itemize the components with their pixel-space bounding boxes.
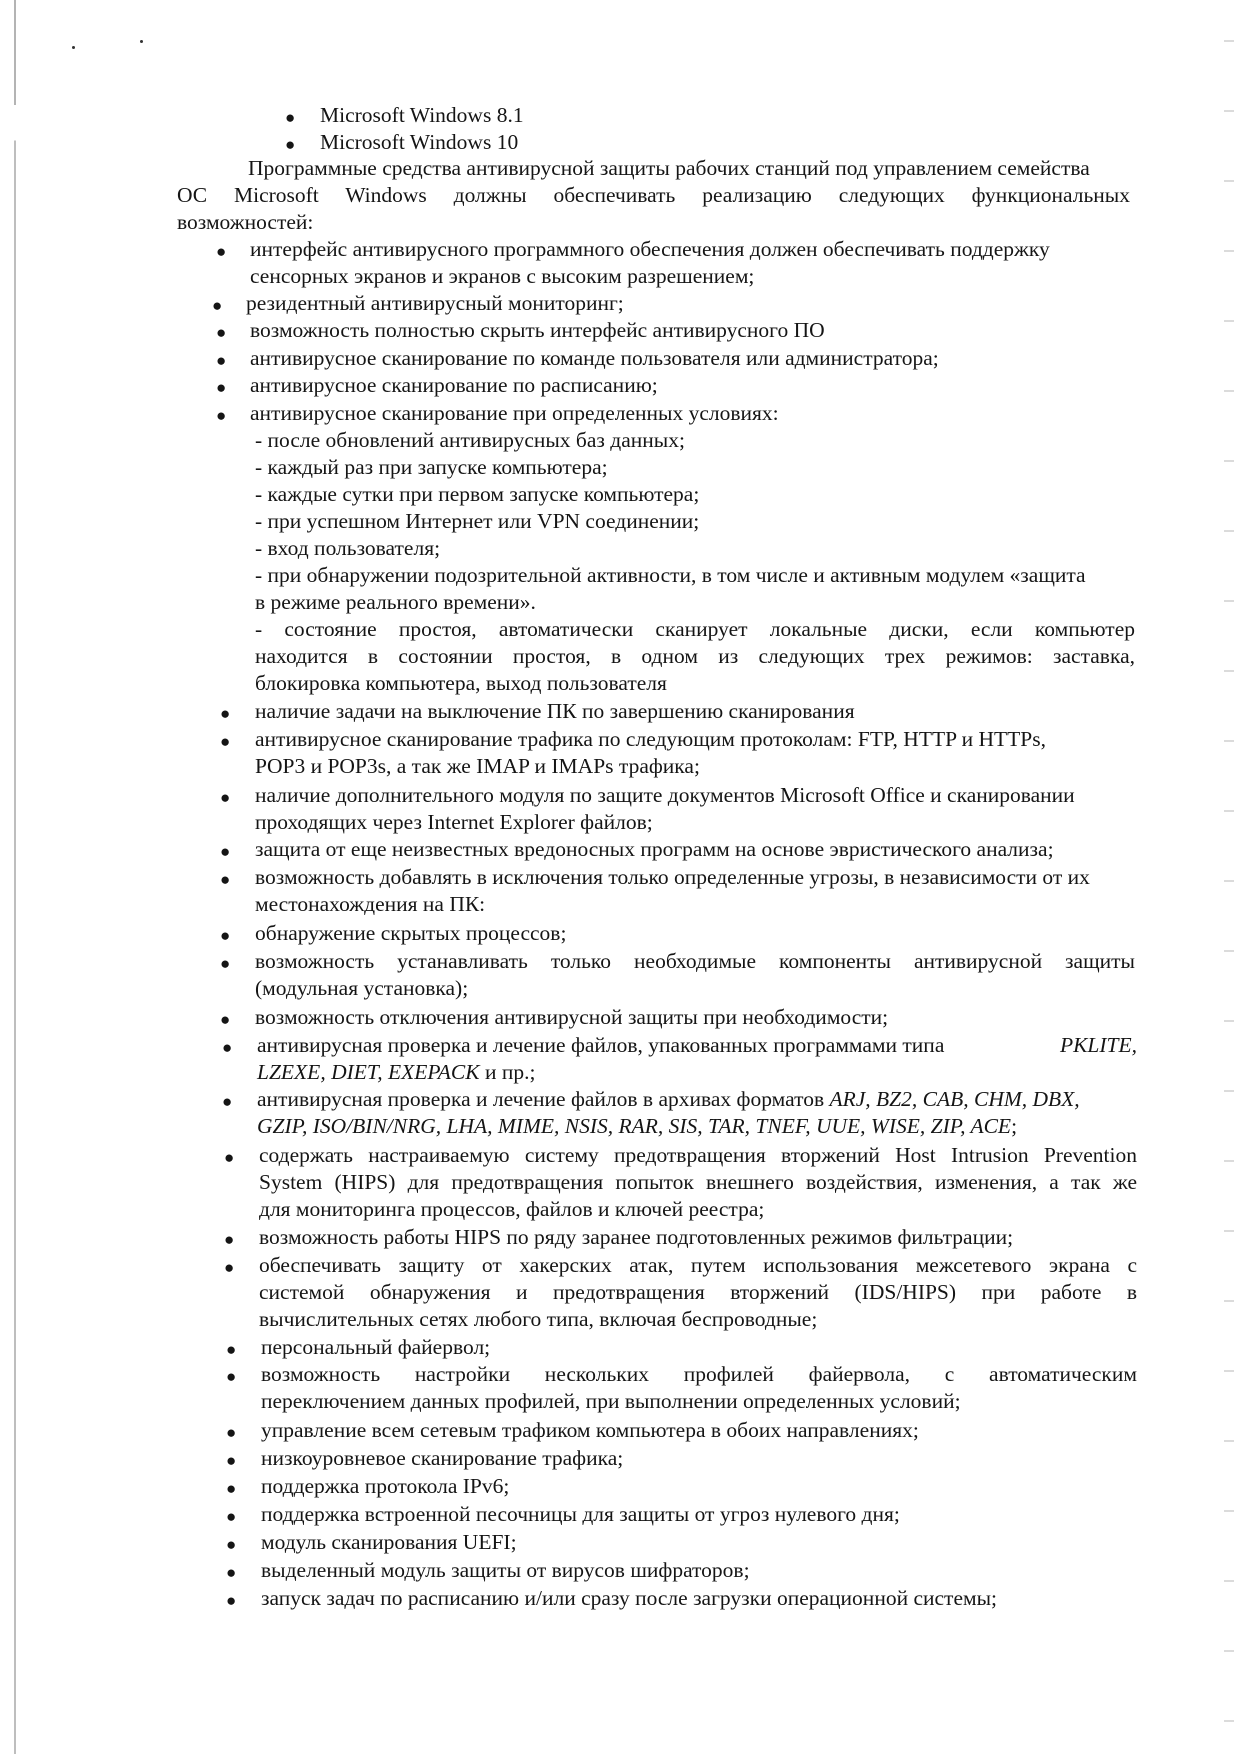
packed-formats: PKLITE,: [1059, 1033, 1137, 1057]
bullet: ●: [216, 406, 227, 425]
condition-item-cont: находится в состоянии простоя, в одном из следующих трех режимов: заставка,: [255, 644, 1135, 668]
feature-item-cont: проходящих через Internet Explorer файлов;: [255, 810, 653, 834]
bullet: ●: [224, 1148, 235, 1167]
condition-item: - состояние простоя, автоматически сканирует локальные диски, если компьютер: [255, 617, 1135, 641]
condition-item-cont: в режиме реального времени».: [255, 590, 536, 614]
os-item: Microsoft Windows 10: [320, 130, 519, 154]
bullet: ●: [216, 351, 227, 370]
feature-item: низкоуровневое сканирование трафика;: [261, 1446, 624, 1470]
feature-item: возможность настройки нескольких профилей файервола, с автоматическим: [261, 1362, 1137, 1386]
feature-item: выделенный модуль защиты от вирусов шифраторов;: [261, 1558, 750, 1582]
scan-speck: [72, 46, 75, 49]
scan-edge-left: [14, 0, 16, 1754]
feature-item: резидентный антивирусный мониторинг;: [246, 291, 624, 315]
feature-item: персональный файервол;: [261, 1335, 491, 1359]
feature-item: модуль сканирования UEFI;: [261, 1530, 517, 1554]
bullet: ●: [226, 1451, 237, 1470]
bullet: ●: [220, 704, 231, 723]
scan-speck: [140, 40, 143, 43]
bullet: ●: [226, 1507, 237, 1526]
feature-item: поддержка протокола IPv6;: [261, 1474, 510, 1498]
bullet: ●: [220, 926, 231, 945]
feature-item: поддержка встроенной песочницы для защиты от угроз нулевого дня;: [261, 1502, 900, 1526]
bullet: ●: [285, 135, 296, 154]
archive-tail: ;: [1011, 1114, 1018, 1138]
os-item: Microsoft Windows 8.1: [320, 103, 524, 127]
feature-item: возможность работы HIPS по ряду заранее подготовленных режимов фильтрации;: [259, 1225, 1014, 1249]
feature-item: обнаружение скрытых процессов;: [255, 921, 567, 945]
feature-item-cont: [257, 1113, 1017, 1141]
condition-item-cont: блокировка компьютера, выход пользователя: [255, 671, 667, 695]
feature-item: [257, 1086, 1080, 1114]
bullet: ●: [216, 323, 227, 342]
bullet: ●: [226, 1423, 237, 1442]
feature-item-cont: вычислительных сетях любого типа, включая беспроводные;: [259, 1307, 818, 1331]
bullet: ●: [216, 242, 227, 261]
feature-item: защита от еще неизвестных вредоносных программ на основе эвристического анализа;: [255, 837, 1054, 861]
bullet: ●: [222, 1092, 233, 1111]
bullet: ●: [226, 1479, 237, 1498]
feature-item-cont: местонахождения на ПК:: [255, 892, 486, 916]
feature-item: наличие дополнительного модуля по защите документов Microsoft Office и сканировании: [255, 783, 1075, 807]
feature-item: интерфейс антивирусного программного обеспечения должен обеспечивать поддержку: [250, 237, 1050, 261]
feature-item: обеспечивать защиту от хакерских атак, путем использования межсетевого экрана с: [259, 1253, 1137, 1277]
feature-item: антивирусное сканирование при определенных условиях:: [250, 401, 779, 425]
feature-item: возможность устанавливать только необходимые компоненты антивирусной защиты: [255, 949, 1135, 973]
feature-item-cont: (модульная установка);: [255, 976, 469, 1000]
bullet: ●: [226, 1340, 237, 1359]
feature-item-cont: POP3 и POP3s, а так же IMAP и IMAPs трафика;: [255, 754, 700, 778]
bullet: ●: [220, 842, 231, 861]
feature-item-cont: переключением данных профилей, при выполнении определенных условий;: [261, 1389, 961, 1413]
bullet: ●: [285, 108, 296, 127]
feature-item-cont: для мониторинга процессов, файлов и ключей реестра;: [259, 1197, 765, 1221]
condition-item: - после обновлений антивирусных баз данных;: [255, 428, 685, 452]
bullet: ●: [212, 296, 223, 315]
bullet: ●: [222, 1038, 233, 1057]
bullet: ●: [226, 1591, 237, 1610]
bullet: ●: [226, 1535, 237, 1554]
condition-item: - вход пользователя;: [255, 536, 441, 560]
packed-formats: LZEXE, DIET, EXEPACK: [257, 1060, 480, 1084]
scan-edge-right: [1224, 0, 1234, 1754]
packed-text: антивирусная проверка и лечение файлов, упакованных программами типа: [257, 1033, 945, 1057]
archive-formats: ARJ, BZ2, CAB, CHM, DBX,: [829, 1087, 1080, 1111]
feature-item: антивирусное сканирование по расписанию;: [250, 373, 658, 397]
feature-item: наличие задачи на выключение ПК по завершению сканирования: [255, 699, 855, 723]
feature-item-cont: System (HIPS) для предотвращения попыток внешнего воздействия, изменения, а так же: [259, 1170, 1137, 1194]
bullet: ●: [220, 788, 231, 807]
feature-item: запуск задач по расписанию и/или сразу после загрузки операционной системы;: [261, 1586, 998, 1610]
feature-item-cont: системой обнаружения и предотвращения вторжений (IDS/HIPS) при работе в: [259, 1280, 1137, 1304]
feature-item: управление всем сетевым трафиком компьютера в обоих направлениях;: [261, 1418, 919, 1442]
condition-item: - каждые сутки при первом запуске компьютера;: [255, 482, 700, 506]
bullet: ●: [226, 1563, 237, 1582]
bullet: ●: [220, 1010, 231, 1029]
bullet: ●: [220, 954, 231, 973]
intro-line: ОС Microsoft Windows должны обеспечивать реализацию следующих функциональных: [177, 183, 1130, 207]
condition-item: - при обнаружении подозрительной активности, в том числе и активным модулем «защита: [255, 563, 1086, 587]
bullet: ●: [220, 870, 231, 889]
archive-text: антивирусная проверка и лечение файлов в архивах форматов: [257, 1087, 830, 1111]
feature-item: содержать настраиваемую систему предотвращения вторжений Host Intrusion Prevention: [259, 1143, 1137, 1167]
bullet: ●: [226, 1367, 237, 1386]
feature-item-cont: [257, 1059, 535, 1087]
intro-line: возможностей:: [177, 210, 314, 234]
condition-item: - при успешном Интернет или VPN соединении;: [255, 509, 700, 533]
archive-formats: GZIP, ISO/BIN/NRG, LHA, MIME, NSIS, RAR, SIS, TAR, TNEF, UUE, WISE, ZIP, ACE: [257, 1114, 1012, 1138]
condition-item: - каждый раз при запуске компьютера;: [255, 455, 608, 479]
bullet: ●: [224, 1230, 235, 1249]
bullet: ●: [220, 732, 231, 751]
feature-item: антивирусное сканирование по команде пользователя или администратора;: [250, 346, 939, 370]
bullet: ●: [224, 1258, 235, 1277]
packed-tail: и пр.;: [479, 1060, 536, 1084]
bullet: ●: [216, 378, 227, 397]
feature-item: возможность отключения антивирусной защиты при необходимости;: [255, 1005, 889, 1029]
feature-item: [257, 1032, 1137, 1060]
feature-item: возможность добавлять в исключения только определенные угрозы, в независимости от их: [255, 865, 1090, 889]
feature-item-cont: сенсорных экранов и экранов с высоким разрешением;: [250, 264, 755, 288]
feature-item: антивирусное сканирование трафика по следующим протоколам: FTP, HTTP и HTTPs,: [255, 727, 1046, 751]
intro-line: Программные средства антивирусной защиты рабочих станций под управлением семейства: [248, 156, 1090, 180]
feature-item: возможность полностью скрыть интерфейс антивирусного ПО: [250, 318, 825, 342]
